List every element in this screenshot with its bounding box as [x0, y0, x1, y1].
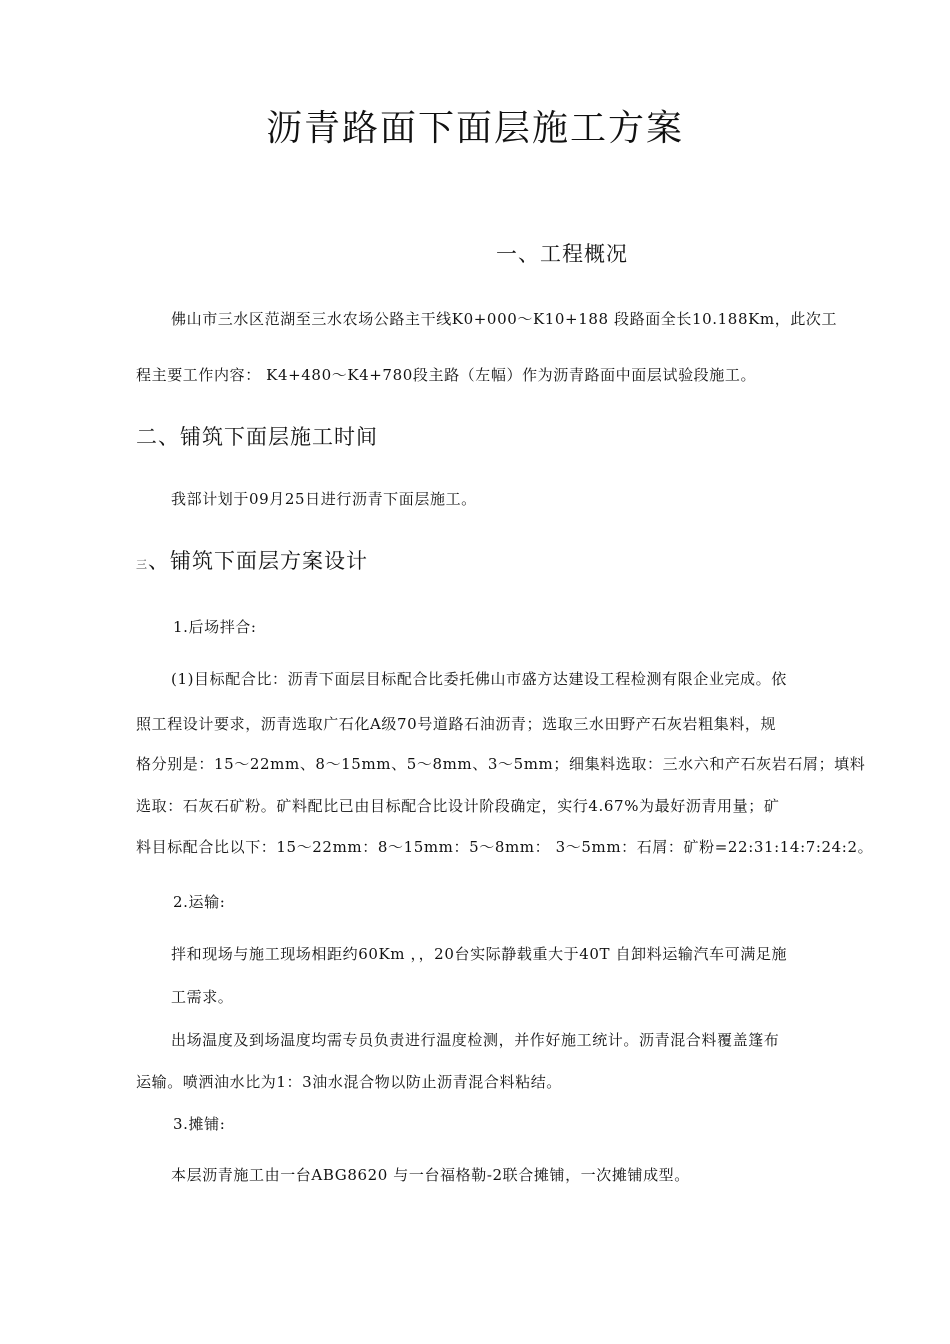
sub1-line1: (1)目标配合比：沥青下面层目标配合比委托佛山市盛方达建设工程检测有限企业完成。依 [171, 670, 787, 688]
sub3-label: 3.摊铺: [173, 1115, 226, 1133]
sub2-line4: 运输。喷洒油水比为1：3油水混合物以防止沥青混合料粘结。 [136, 1073, 562, 1091]
section2-heading: 二、铺筑下面层施工时间 [136, 425, 378, 449]
section3-heading [136, 545, 368, 575]
document-title: 沥青路面下面层施工方案 [265, 108, 684, 149]
sub2-line2: 工需求。 [171, 988, 234, 1006]
section2-line1: 我部计划于09月25日进行沥青下面层施工。 [171, 490, 477, 508]
sub1-line2: 照工程设计要求，沥青选取广石化A级70号道路石油沥青；选取三水田野产石灰岩粗集料，规 [136, 715, 777, 733]
section1-line1: 佛山市三水区范湖至三水农场公路主干线K0+000～K10+188 段路面全长10.188Km，此次工 [171, 310, 838, 328]
sub1-line4: 选取：石灰石矿粉。矿料配比已由目标配合比设计阶段确定，实行4.67%为最好沥青用量；矿 [136, 797, 780, 815]
section3-heading-number: 三 [136, 558, 148, 571]
sub1-line3: 格分别是：15～22mm、8～15mm、5～8mm、3～5mm；细集料选取：三水六和产石灰岩石屑；填料 [136, 755, 866, 773]
section1-heading: 一、工程概况 [496, 242, 628, 266]
sub2-line3: 出场温度及到场温度均需专员负责进行温度检测，并作好施工统计。沥青混合料覆盖篷布 [171, 1031, 780, 1049]
sub3-line1: 本层沥青施工由一台ABG8620 与一台福格勒-2联合摊铺，一次摊铺成型。 [171, 1166, 690, 1184]
sub1-line5: 料目标配合比以下：15～22mm：8～15mm：5～8mm： 3～5mm：石屑：矿粉=22:31:14:7:24:2。 [136, 838, 874, 856]
sub2-label: 2.运输: [173, 893, 226, 911]
sub1-label: 1.后场拌合: [173, 618, 257, 636]
section3-heading-text: 、铺筑下面层方案设计 [148, 549, 368, 573]
section1-line2: 程主要工作内容： K4+480～K4+780段主路（左幅）作为沥青路面中面层试验段施工。 [136, 366, 757, 384]
sub2-line1: 拌和现场与施工现场相距约60Km ，，20台实际静载重大于40T 自卸料运输汽车可满足施 [171, 945, 788, 963]
